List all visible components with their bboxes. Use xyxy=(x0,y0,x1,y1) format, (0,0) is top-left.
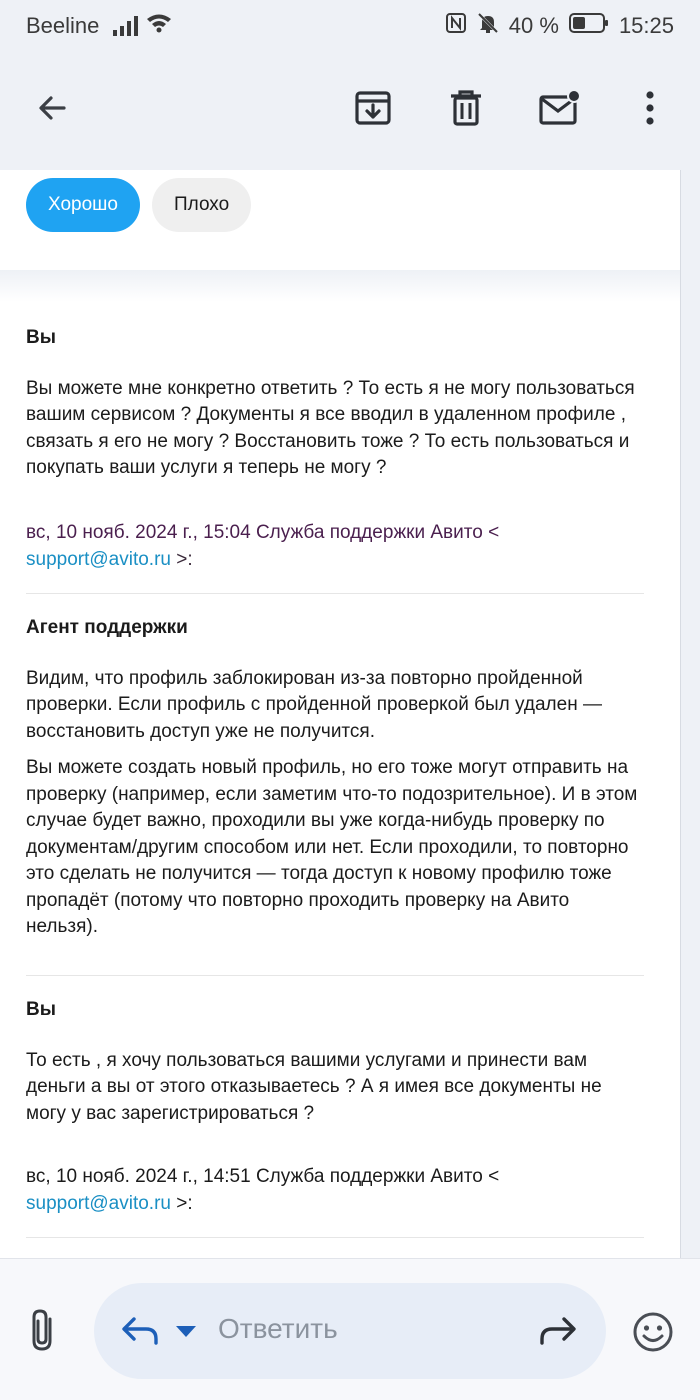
quote-header-tail: >: xyxy=(170,548,193,570)
divider xyxy=(26,1237,644,1238)
quote-date: вс, 10 нояб. 2024 г., 14:51 Служба поддержки Авито < xyxy=(26,1166,500,1187)
back-button[interactable] xyxy=(28,84,76,132)
emoji-icon xyxy=(632,1311,674,1353)
sender-name: Вы xyxy=(26,999,56,1020)
battery-percent: 40 % xyxy=(508,13,559,38)
signal-icon xyxy=(113,16,138,36)
divider xyxy=(26,593,644,594)
sender-name: Вы xyxy=(26,327,56,348)
reply-placeholder: Ответить xyxy=(218,1313,338,1344)
quote-header-tail: >: xyxy=(170,1192,193,1214)
battery-icon xyxy=(569,12,609,40)
reply-icon xyxy=(120,1313,160,1347)
quoted-message xyxy=(26,325,646,482)
reply-options-button[interactable] xyxy=(176,1325,196,1343)
mark-unread-button[interactable] xyxy=(536,84,584,132)
message-text: Вы можете мне конкретно ответить ? То есть я не могу пользоваться вашим сервисом ? Документы я все вводил в удаленном профиле , связать я его не могу ? Восстановить тоже ? То есть пользоваться и покупать ваши услуги я теперь не могу ? xyxy=(26,377,635,478)
arrow-left-icon xyxy=(34,90,70,126)
scrollbar[interactable] xyxy=(680,170,681,1258)
compose-bar xyxy=(0,1258,700,1400)
attach-button[interactable] xyxy=(26,1307,62,1358)
good-button[interactable]: Хорошо xyxy=(26,178,140,232)
quoted-message xyxy=(26,615,646,941)
bad-button[interactable]: Плохо xyxy=(152,178,251,232)
mark-unread-icon xyxy=(538,89,582,127)
wifi-icon xyxy=(146,13,172,39)
message-text: То есть , я хочу пользоваться вашими услугами и принести вам деньги а вы от этого отказываетесь ? А я имея все документы не могу у вас зарегистрироваться ? xyxy=(26,1049,602,1124)
forward-icon xyxy=(538,1313,578,1347)
emoji-button[interactable] xyxy=(632,1311,674,1358)
more-button[interactable] xyxy=(626,84,674,132)
quote-header xyxy=(26,520,646,573)
support-email-link[interactable]: support@avito.ru xyxy=(26,1192,171,1214)
trash-icon xyxy=(448,89,484,127)
email-thread xyxy=(0,170,680,1258)
reply-field[interactable] xyxy=(94,1283,606,1379)
message-text: Видим, что профиль заблокирован из-за повторно пройденной проверки. Если профиль с пройденной проверкой был удален — восстановить доступ уже не получится. xyxy=(26,667,602,742)
paperclip-icon xyxy=(26,1307,62,1353)
support-email-link[interactable]: support@avito.ru xyxy=(26,548,171,570)
carrier-name: Beeline xyxy=(26,13,100,38)
archive-button[interactable] xyxy=(349,84,397,132)
status-bar xyxy=(0,0,700,52)
message-text: Вы можете создать новый профиль, но его тоже могут отправить на проверку (например, если заметим что-то подозрительное). И в этом случае будет важно, проходили вы уже когда-нибудь проверку по документам/другим способом или нет. Если проходили, то повторно это сделать не получится — тогда доступ к новому профилю тоже пропадёт (потому что повторно проходить проверку на Авито нельзя). xyxy=(26,757,638,937)
more-vert-icon xyxy=(644,90,656,126)
delete-button[interactable] xyxy=(442,84,490,132)
feedback-chips xyxy=(26,178,251,232)
reply-button[interactable] xyxy=(120,1313,160,1352)
divider xyxy=(26,975,644,976)
quote-date: вс, 10 нояб. 2024 г., 15:04 Служба поддержки Авито < xyxy=(26,522,500,543)
caret-down-icon xyxy=(176,1326,196,1338)
forward-button[interactable] xyxy=(538,1313,578,1352)
archive-icon xyxy=(354,89,392,127)
clock: 15:25 xyxy=(618,13,674,38)
mute-icon xyxy=(477,12,499,40)
app-bar xyxy=(0,52,700,170)
quote-separator xyxy=(0,270,680,302)
quoted-message xyxy=(26,997,646,1127)
quote-header xyxy=(26,1164,646,1217)
scroll-rail xyxy=(680,170,700,1258)
sender-name: Агент поддержки xyxy=(26,617,188,638)
nfc-icon xyxy=(445,12,467,40)
